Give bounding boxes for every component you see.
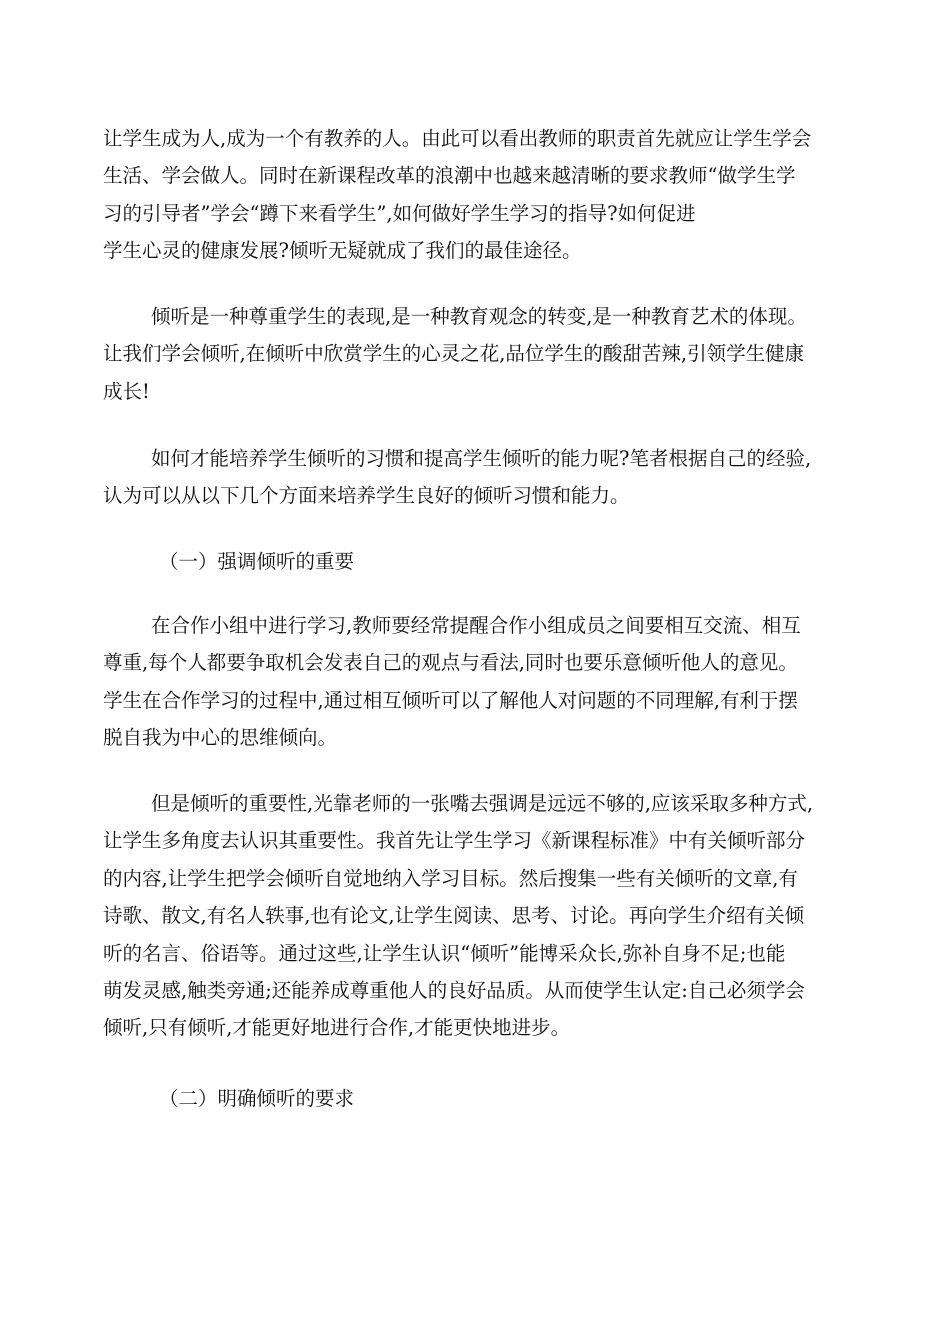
section-heading: （一）强调倾听的重要 — [159, 550, 355, 573]
text-line: 诗歌、散文,有名人轶事,也有论文,让学生阅读、思考、讨论。再向学生介绍有关倾 — [103, 904, 805, 928]
section-heading: （二）明确倾听的要求 — [159, 1087, 355, 1110]
text-line: 学生在合作学习的过程中,通过相互倾听可以了解他人对问题的不同理解,有利于摆 — [103, 688, 798, 712]
text-line: 学生心灵的健康发展?倾听无疑就成了我们的最佳途径。 — [103, 239, 582, 263]
paragraph-3 — [103, 440, 853, 515]
text-line: 尊重,每个人都要争取机会发表自己的观点与看法,同时也要乐意倾听他人的意见。 — [103, 651, 798, 675]
text-line: 让学生成为人,成为一个有教养的人。由此可以看出教师的职责首先就应让学生学会 — [103, 127, 812, 150]
text-line: 如何才能培养学生倾听的习惯和提高学生倾听的能力呢?笔者根据自己的经验, — [151, 447, 812, 470]
paragraph-1 — [103, 120, 853, 270]
text-line: 的内容,让学生把学会倾听自觉地纳入学习目标。然后搜集一些有关倾听的文章,有 — [103, 866, 798, 890]
paragraph-5 — [103, 785, 853, 1047]
paragraph-2 — [103, 298, 853, 410]
text-line: 脱自我为中心的思维倾向。 — [103, 726, 338, 750]
text-line: 倾听是一种尊重学生的表现,是一种教育观念的转变,是一种教育艺术的体现。 — [151, 305, 807, 328]
text-line: 在合作小组中进行学习,教师要经常提醒合作小组成员之间要相互交流、相互 — [151, 614, 801, 637]
text-line: 习的引导者”学会“蹲下来看学生”,如何做好学生学习的指导?如何促进 — [103, 201, 696, 225]
text-line: 让我们学会倾听,在倾听中欣赏学生的心灵之花,品位学生的酸甜苦辣,引领学生健康 — [103, 342, 805, 366]
text-line: 生活、学会做人。同时在新课程改革的浪潮中也越来越清晰的要求教师“做学生学 — [103, 164, 796, 188]
section-heading-1 — [103, 543, 853, 580]
section-heading-2 — [103, 1080, 853, 1117]
text-line: 萌发灵感,触类旁通;还能养成尊重他人的良好品质。从而使学生认定:自己必须学会 — [103, 978, 805, 1002]
paragraph-4 — [103, 607, 853, 757]
text-line: 听的名言、俗语等。通过这些,让学生认识“倾听”能博采众长,弥补自身不足;也能 — [103, 941, 786, 965]
text-line: 倾听,只有倾听,才能更好地进行合作,才能更快地进步。 — [103, 1016, 571, 1040]
text-line: 成长! — [103, 379, 150, 403]
text-line: 认为可以从以下几个方面来培养学生良好的倾听习惯和能力。 — [103, 484, 630, 508]
text-line: 让学生多角度去认识其重要性。我首先让学生学习《新课程标准》中有关倾听部分 — [103, 829, 806, 853]
text-line: 但是倾听的重要性,光靠老师的一张嘴去强调是远远不够的,应该采取多种方式, — [151, 792, 814, 815]
